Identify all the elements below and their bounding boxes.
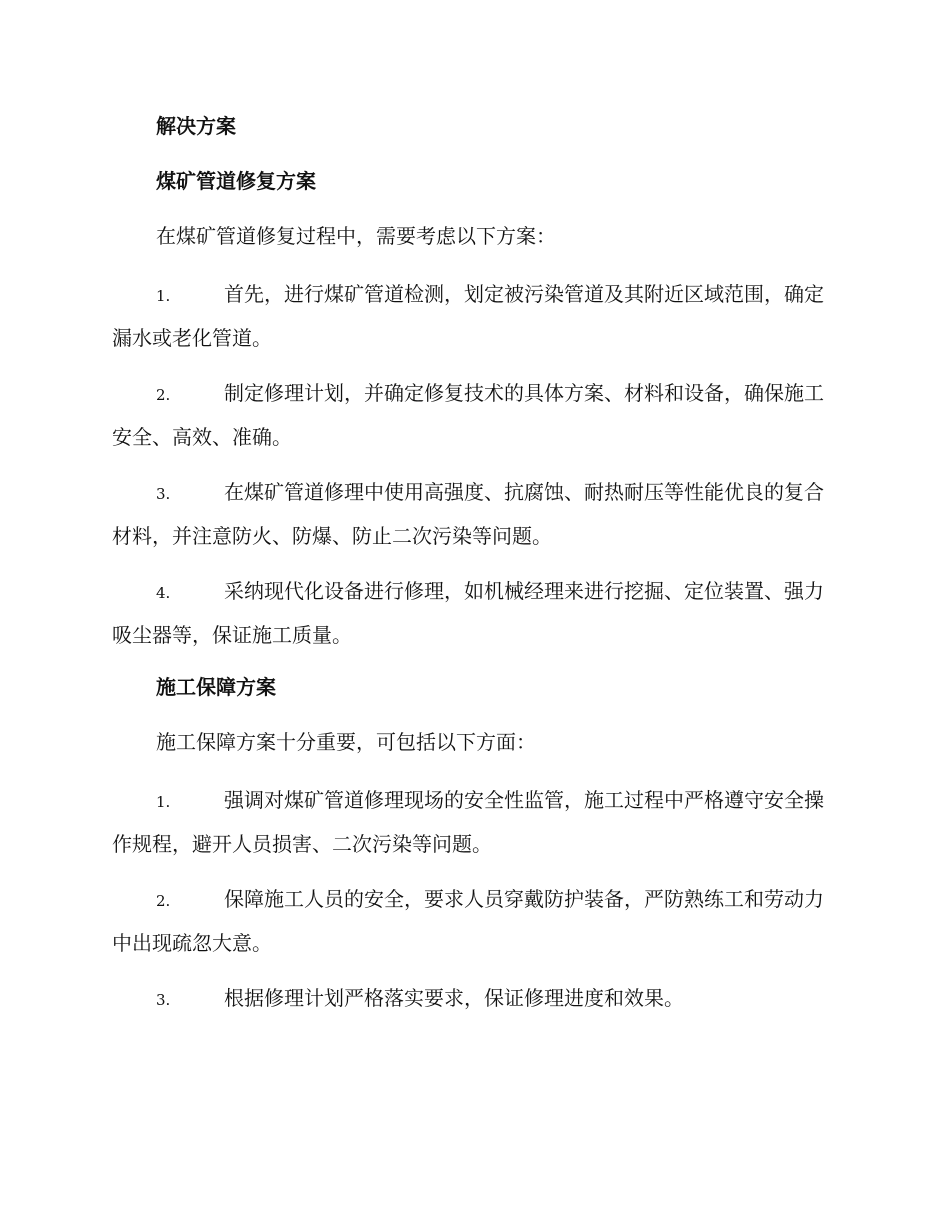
list-item: [112, 471, 834, 557]
list-number: 2.: [156, 892, 171, 910]
list-text: 强调对煤矿管道修理现场的安全性监管，施工过程中严格遵守安全操作规程，避开人员损害、二次污染等问题。: [112, 788, 824, 856]
list-text: 采纳现代化设备进行修理，如机械经理来进行挖掘、定位装置、强力吸尘器等，保证施工质量。: [112, 579, 824, 647]
list-number: 2.: [156, 386, 171, 404]
section-heading-pipe-repair: 煤矿管道修复方案: [156, 169, 316, 193]
document-title: 解决方案: [156, 114, 236, 138]
list-text: 制定修理计划，并确定修复技术的具体方案、材料和设备，确保施工安全、高效、准确。: [112, 381, 824, 449]
list-text: 根据修理计划严格落实要求，保证修理进度和效果。: [224, 986, 684, 1010]
list-text: 首先，进行煤矿管道检测，划定被污染管道及其附近区域范围，确定漏水或老化管道。: [112, 282, 824, 350]
section-intro-construction-safety: 施工保障方案十分重要，可包括以下方面：: [156, 730, 536, 754]
list-number: 1.: [156, 793, 171, 811]
list-text: 保障施工人员的安全，要求人员穿戴防护装备，严防熟练工和劳动力中出现疏忽大意。: [112, 887, 824, 955]
list-item: [112, 878, 834, 964]
list-text: 在煤矿管道修理中使用高强度、抗腐蚀、耐热耐压等性能优良的复合材料，并注意防火、防爆、防止二次污染等问题。: [112, 480, 824, 548]
list-number: 1.: [156, 287, 171, 305]
list-item: [112, 372, 834, 458]
section-intro-pipe-repair: 在煤矿管道修复过程中，需要考虑以下方案：: [156, 224, 556, 248]
list-number: 4.: [156, 584, 171, 602]
list-number: 3.: [156, 485, 171, 503]
section-heading-construction-safety: 施工保障方案: [156, 675, 276, 699]
document-content: [112, 108, 834, 1034]
list-item: [112, 977, 834, 1021]
list-item: [112, 570, 834, 656]
list-item: [112, 273, 834, 359]
list-item: [112, 779, 834, 865]
list-number: 3.: [156, 991, 171, 1009]
